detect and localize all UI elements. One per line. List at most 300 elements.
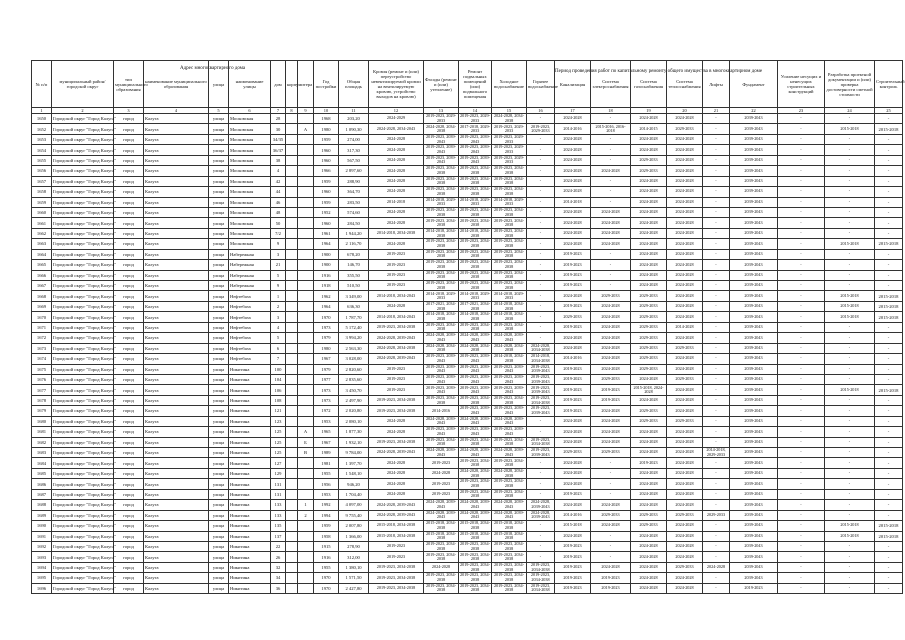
- table-cell: город: [114, 416, 144, 426]
- table-cell: Калуга: [144, 322, 209, 332]
- table-cell: 1692: [32, 541, 52, 551]
- table-cell: 2019-2023, 2039-2043: [460, 426, 491, 436]
- column-header: Система электроснабжения: [591, 61, 631, 108]
- table-cell: 2024-2028: [667, 270, 703, 280]
- table-cell: -: [591, 541, 631, 551]
- table-cell: 1959: [314, 521, 339, 531]
- table-cell: город: [114, 458, 144, 468]
- table-cell: Калуга: [144, 510, 209, 520]
- table-cell: Городской округ "Город Калуга": [52, 364, 114, 374]
- table-cell: -: [703, 270, 730, 280]
- table-cell: [298, 343, 314, 353]
- table-cell: 1681: [32, 427, 52, 437]
- table-cell: 1679: [32, 406, 52, 416]
- table-cell: 2024-2028: [667, 437, 703, 447]
- table-cell: 9 755,40: [339, 510, 369, 520]
- table-cell: 1665: [32, 260, 52, 270]
- column-number: 21: [703, 108, 730, 114]
- table-row: [32, 176, 903, 186]
- table-cell: 2024-2028: [555, 114, 591, 124]
- table-cell: 1958: [314, 531, 339, 541]
- table-cell: 135: [271, 521, 286, 531]
- table-cell: 2029-2033: [591, 510, 631, 520]
- table-cell: -: [778, 197, 825, 207]
- table-cell: 32: [271, 562, 286, 572]
- table-cell: 1959: [314, 176, 339, 186]
- table-cell: [286, 228, 298, 238]
- table-row: [32, 145, 903, 155]
- table-cell: -: [778, 333, 825, 343]
- table-cell: 2024-2028: [631, 500, 667, 510]
- table-cell: 34/35: [271, 134, 286, 144]
- table-cell: улица: [209, 531, 229, 541]
- table-cell: Калуга: [144, 395, 209, 405]
- table-cell: Калуга: [144, 312, 209, 322]
- table-cell: 2019-2023, 2034-2038: [460, 186, 491, 196]
- table-cell: город: [114, 124, 144, 134]
- table-cell: -: [825, 374, 875, 384]
- table-cell: 1973: [314, 385, 339, 395]
- table-cell: -: [825, 218, 875, 228]
- table-cell: 2024-2028: [555, 239, 591, 249]
- table-cell: Городской округ "Город Калуга": [52, 489, 114, 499]
- table-cell: -: [703, 134, 730, 144]
- table-cell: -: [875, 145, 903, 155]
- column-number: 18: [591, 108, 631, 114]
- address-group-caption: Адрес многоквартирного дома: [180, 66, 246, 71]
- table-cell: -: [591, 145, 631, 155]
- table-cell: 2024-2028: [667, 197, 703, 207]
- table-cell: город: [114, 583, 144, 593]
- table-cell: 2019-2023: [555, 374, 591, 384]
- column-number: 9: [298, 108, 314, 114]
- table-cell: [286, 583, 298, 593]
- table-cell: [298, 552, 314, 562]
- table-cell: -: [875, 114, 903, 124]
- table-cell: 2014-2018, 2029-2033: [424, 291, 459, 301]
- table-cell: 567,50: [339, 155, 369, 165]
- table-cell: 2019-2023, 2034-2038: [424, 249, 459, 259]
- table-cell: улица: [209, 437, 229, 447]
- table-cell: Калуга: [144, 541, 209, 551]
- table-cell: улица: [209, 249, 229, 259]
- table-cell: -: [778, 155, 825, 165]
- table-cell: 2039-2043: [730, 458, 778, 468]
- table-cell: Городской округ "Город Калуга": [52, 406, 114, 416]
- table-cell: Калуга: [144, 239, 209, 249]
- table-cell: 2029-2033: [631, 406, 667, 416]
- table-cell: 2019-2023, 2034-2038: [369, 583, 424, 593]
- table-cell: улица: [209, 155, 229, 165]
- table-cell: Калуга: [144, 207, 209, 217]
- table-cell: 2019-2023, 2034-2038: [424, 573, 459, 583]
- table-cell: 46: [271, 197, 286, 207]
- table-cell: 2024-2028, 2034-2038: [424, 124, 459, 134]
- table-cell: 2039-2043: [730, 343, 778, 353]
- table-cell: Калуга: [144, 249, 209, 259]
- table-cell: Калуга: [144, 500, 209, 510]
- table-cell: 2019-2023: [555, 562, 591, 572]
- table-cell: Калуга: [144, 281, 209, 291]
- table-cell: 2019-2023: [555, 573, 591, 583]
- table-cell: 2024-2028: [631, 197, 667, 207]
- table-cell: -: [825, 479, 875, 489]
- table-cell: улица: [209, 500, 229, 510]
- table-cell: Городской округ "Город Калуга": [52, 134, 114, 144]
- table-cell: 2024-2028: [591, 239, 631, 249]
- table-cell: 2019-2023, 2034-2038: [424, 583, 459, 593]
- table-cell: 2024-2028, 2039-2043: [527, 500, 555, 510]
- table-cell: [298, 479, 314, 489]
- table-cell: Калуга: [144, 479, 209, 489]
- table-cell: 2019-2023, 2034-2038: [460, 488, 491, 499]
- table-cell: 2019-2023, 2034-2038: [369, 573, 424, 583]
- table-cell: 1653: [32, 134, 52, 144]
- table-cell: -: [875, 583, 903, 593]
- table-cell: -: [825, 489, 875, 499]
- table-cell: -: [778, 270, 825, 280]
- table-cell: 2024-2028: [667, 249, 703, 259]
- table-cell: Никитина: [229, 385, 271, 395]
- table-cell: 2019-2023: [555, 541, 591, 551]
- table-cell: 2019-2023, 2039-2043: [527, 448, 555, 458]
- table-cell: 1964: [314, 239, 339, 249]
- table-cell: 2024-2028: [369, 176, 424, 186]
- table-cell: улица: [209, 374, 229, 384]
- table-cell: 2024-2028: [369, 416, 424, 426]
- table-cell: город: [114, 281, 144, 291]
- table-cell: 36/37: [271, 145, 286, 155]
- table-cell: 2024-2028: [555, 155, 591, 165]
- table-cell: 2019-2023, 2029-2033: [460, 113, 491, 123]
- table-cell: [298, 489, 314, 499]
- table-cell: -: [825, 583, 875, 593]
- table-cell: 2024-2028: [667, 312, 703, 322]
- table-cell: Московская: [229, 124, 271, 134]
- table-cell: Калуга: [144, 573, 209, 583]
- table-cell: -: [527, 301, 555, 311]
- table-cell: 2019-2023: [424, 489, 459, 499]
- table-cell: [298, 166, 314, 176]
- table-cell: -: [527, 260, 555, 270]
- table-cell: город: [114, 541, 144, 551]
- table-cell: Городской округ "Город Калуга": [52, 124, 114, 134]
- table-cell: 2: [271, 301, 286, 311]
- table-cell: улица: [209, 291, 229, 301]
- table-cell: 2019-2023: [369, 249, 424, 259]
- table-cell: Московская: [229, 218, 271, 228]
- table-cell: 2039-2043: [730, 281, 778, 291]
- table-cell: -: [875, 187, 903, 197]
- table-cell: -: [527, 270, 555, 280]
- table-row: [32, 448, 903, 458]
- column-number: 24: [825, 108, 875, 114]
- table-cell: 2014-2016: [424, 406, 459, 416]
- table-cell: 2019-2023, 2029-2033: [492, 155, 527, 165]
- table-cell: 2019-2023, 2034-2038: [492, 218, 527, 228]
- table-cell: 2039-2043: [730, 521, 778, 531]
- table-cell: 2024-2028: [631, 260, 667, 270]
- table-cell: -: [703, 531, 730, 541]
- table-cell: Калуга: [144, 427, 209, 437]
- table-cell: 2024-2028: [631, 427, 667, 437]
- table-cell: 2 007,80: [339, 521, 369, 531]
- table-cell: -: [825, 364, 875, 374]
- column-header: Система газоснабжения: [631, 61, 667, 108]
- table-cell: улица: [209, 468, 229, 478]
- table-cell: [298, 155, 314, 165]
- table-cell: улица: [209, 207, 229, 217]
- table-cell: 1970: [314, 583, 339, 593]
- table-cell: -: [778, 510, 825, 520]
- table-cell: 5: [271, 333, 286, 343]
- table-cell: Городской округ "Город Калуга": [52, 354, 114, 364]
- table-cell: 2024-2028: [631, 468, 667, 478]
- table-cell: -: [825, 187, 875, 197]
- table-cell: город: [114, 521, 144, 531]
- table-cell: 2019-2023, 2034-2038: [424, 239, 459, 249]
- table-cell: 2019-2023, 2034-2038: [460, 457, 491, 468]
- table-cell: город: [114, 218, 144, 228]
- table-cell: 2019-2023, 2034-2038: [527, 395, 555, 405]
- table-cell: -: [778, 312, 825, 322]
- table-cell: 2019-2023: [369, 270, 424, 280]
- table-cell: улица: [209, 489, 229, 499]
- table-cell: город: [114, 354, 144, 364]
- table-cell: 1683: [32, 448, 52, 458]
- table-cell: Никитина: [229, 437, 271, 447]
- table-cell: 1977: [314, 374, 339, 384]
- table-cell: 2024-2028: [591, 500, 631, 510]
- table-cell: 2 563,30: [339, 343, 369, 353]
- table-cell: [286, 281, 298, 291]
- table-cell: 1673: [32, 343, 52, 353]
- table-cell: 2024-2028: [631, 270, 667, 280]
- table-cell: улица: [209, 187, 229, 197]
- table-cell: 2024-2028: [667, 239, 703, 249]
- table-cell: 3 994,20: [339, 333, 369, 343]
- table-cell: 1677: [32, 385, 52, 395]
- table-cell: улица: [209, 395, 229, 405]
- table-cell: -: [875, 374, 903, 384]
- table-cell: 2019-2023: [369, 552, 424, 562]
- table-cell: Калуга: [144, 437, 209, 447]
- table-cell: город: [114, 468, 144, 478]
- table-row: [32, 573, 903, 583]
- table-cell: 2019-2023, 2039-2043: [492, 374, 527, 384]
- table-cell: 2019-2023, 2034-2038: [460, 394, 491, 405]
- table-row: [32, 406, 903, 416]
- table-cell: [298, 249, 314, 259]
- table-cell: Городской округ "Город Калуга": [52, 260, 114, 270]
- table-cell: 2024-2028, 2034-2038: [460, 342, 491, 353]
- column-header: улица: [209, 61, 229, 108]
- table-cell: улица: [209, 385, 229, 395]
- table-cell: [286, 374, 298, 384]
- table-cell: 2024-2028: [667, 301, 703, 311]
- table-cell: улица: [209, 134, 229, 144]
- table-cell: Калуга: [144, 343, 209, 353]
- table-cell: -: [778, 281, 825, 291]
- table-cell: 2024-2028, 2039-2043: [369, 510, 424, 520]
- table-cell: 2019-2023: [631, 458, 667, 468]
- table-cell: 2019-2023, 2034-2038: [424, 260, 459, 270]
- table-cell: 2019-2023: [555, 301, 591, 311]
- table-cell: -: [703, 301, 730, 311]
- table-cell: 2024-2028: [667, 145, 703, 155]
- table-cell: 2024-2028, 2034-2038: [492, 343, 527, 353]
- table-cell: -: [778, 176, 825, 186]
- table-cell: 2024-2028: [667, 364, 703, 374]
- table-cell: 2019-2023, 2039-2043: [492, 385, 527, 395]
- table-cell: -: [778, 364, 825, 374]
- table-cell: 2024-2028: [667, 281, 703, 291]
- table-cell: Городской округ "Город Калуга": [52, 510, 114, 520]
- table-cell: 2019-2023, 2034-2038: [492, 260, 527, 270]
- table-cell: город: [114, 291, 144, 301]
- table-cell: 2024-2028: [555, 134, 591, 144]
- table-cell: -: [778, 385, 825, 395]
- table-cell: [298, 114, 314, 124]
- table-cell: 2039-2043: [730, 395, 778, 405]
- table-cell: 38: [271, 155, 286, 165]
- table-cell: 2029-2033: [667, 124, 703, 134]
- table-row: [32, 468, 903, 478]
- table-cell: -: [875, 500, 903, 510]
- table-cell: 3 028,00: [339, 354, 369, 364]
- table-cell: -: [825, 458, 875, 468]
- table-cell: 2019-2023, 2034-2038: [492, 437, 527, 447]
- table-cell: -: [591, 249, 631, 259]
- column-header: Кровля (ремонт и (или) переустройство невентилируемой кровли на вентилируемую кровлю, устройство выходов на кровлю): [369, 61, 424, 108]
- table-cell: -: [778, 552, 825, 562]
- table-cell: [298, 531, 314, 541]
- table-cell: -: [778, 531, 825, 541]
- table-cell: -: [591, 134, 631, 144]
- table-cell: -: [825, 228, 875, 238]
- table-cell: 2019-2023, 2039-2043: [460, 353, 491, 363]
- table-cell: [298, 395, 314, 405]
- table-cell: 2014-2016: [555, 354, 591, 364]
- table-cell: 2024-2028: [667, 354, 703, 364]
- column-header: Общая площадь: [339, 61, 369, 108]
- table-cell: 1: [271, 291, 286, 301]
- table-cell: -: [778, 187, 825, 197]
- table-cell: город: [114, 510, 144, 520]
- table-cell: -: [825, 281, 875, 291]
- table-cell: [298, 541, 314, 551]
- column-number: 14: [459, 108, 492, 114]
- table-cell: 2039-2043: [730, 207, 778, 217]
- table-cell: 2019-2023, 2039-2043: [424, 134, 459, 144]
- table-cell: 9: [271, 239, 286, 249]
- table-cell: -: [825, 354, 875, 364]
- table-row: [32, 427, 903, 437]
- table-cell: Нефтебаза: [229, 333, 271, 343]
- table-cell: город: [114, 176, 144, 186]
- table-cell: 2024-2028: [667, 333, 703, 343]
- table-cell: улица: [209, 333, 229, 343]
- table-cell: 2029-2033: [555, 448, 591, 458]
- table-cell: 2024-2028: [591, 312, 631, 322]
- table-cell: -: [703, 124, 730, 134]
- table-cell: -: [875, 416, 903, 426]
- table-cell: 2024-2028: [631, 145, 667, 155]
- table-cell: [286, 197, 298, 207]
- table-cell: -: [527, 176, 555, 186]
- table-cell: 2024-2028, 2039-2043: [460, 415, 491, 426]
- table-cell: 2019-2023, 2034-2038: [424, 322, 459, 332]
- table-cell: 2039-2043: [730, 145, 778, 155]
- table-cell: 2024-2028: [667, 573, 703, 583]
- table-cell: -: [875, 176, 903, 186]
- table-cell: -: [825, 114, 875, 124]
- column-number: 12: [369, 108, 424, 114]
- table-cell: 2014-2018, 2034-2038: [527, 354, 555, 364]
- table-cell: [298, 260, 314, 270]
- table-cell: 2014-2018, 2034-2038: [460, 311, 491, 322]
- repair-schedule-table: [31, 60, 903, 594]
- table-cell: 1695: [32, 573, 52, 583]
- table-cell: 2024-2028: [555, 468, 591, 478]
- table-cell: Городской округ "Город Калуга": [52, 312, 114, 322]
- table-cell: улица: [209, 260, 229, 270]
- table-cell: 2024-2028: [667, 176, 703, 186]
- table-cell: 2019-2023: [555, 260, 591, 270]
- table-cell: Никитина: [229, 374, 271, 384]
- table-cell: -: [527, 458, 555, 468]
- table-cell: улица: [209, 416, 229, 426]
- table-cell: 2024-2028: [555, 145, 591, 155]
- table-cell: [298, 239, 314, 249]
- column-number: 8: [286, 108, 298, 114]
- table-cell: Городской округ "Город Калуга": [52, 468, 114, 478]
- table-cell: -: [527, 249, 555, 259]
- table-cell: улица: [209, 145, 229, 155]
- table-cell: 2024-2028: [591, 354, 631, 364]
- table-cell: -: [703, 583, 730, 593]
- table-cell: 133: [271, 510, 286, 520]
- table-cell: -: [778, 145, 825, 155]
- table-cell: 1 877,30: [339, 427, 369, 437]
- column-header: Год постройки: [314, 61, 339, 108]
- table-cell: Московская: [229, 176, 271, 186]
- table-cell: 1964: [314, 301, 339, 311]
- table-cell: 2024-2028: [591, 437, 631, 447]
- table-cell: 2015-2018: [825, 291, 875, 301]
- table-cell: город: [114, 166, 144, 176]
- table-cell: Никитина: [229, 541, 271, 551]
- table-cell: город: [114, 395, 144, 405]
- table-cell: 1672: [32, 333, 52, 343]
- table-cell: 2039-2043: [730, 176, 778, 186]
- table-cell: [298, 468, 314, 478]
- table-cell: 4: [271, 166, 286, 176]
- table-cell: 1960: [314, 187, 339, 197]
- table-cell: 2024-2028: [369, 207, 424, 217]
- table-cell: Московская: [229, 228, 271, 238]
- table-cell: 2019-2023, 2034-2038: [460, 582, 491, 593]
- table-cell: Калуга: [144, 448, 209, 458]
- table-cell: 2039-2043: [730, 218, 778, 228]
- table-cell: 2019-2023, 2034-2038: [424, 395, 459, 405]
- table-cell: улица: [209, 239, 229, 249]
- table-cell: Городской округ "Город Калуга": [52, 155, 114, 165]
- table-cell: -: [875, 573, 903, 583]
- table-row: [32, 541, 903, 551]
- table-cell: [298, 583, 314, 593]
- table-cell: Никитина: [229, 521, 271, 531]
